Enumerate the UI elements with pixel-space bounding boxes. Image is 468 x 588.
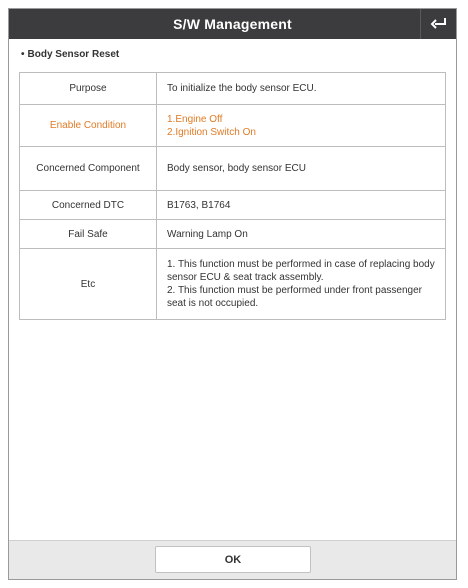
value-line: 1.Engine Off <box>167 113 223 125</box>
row-key: Concerned DTC <box>20 191 157 220</box>
table-row-enable-condition <box>20 105 446 147</box>
row-key: Etc <box>20 249 157 320</box>
title-bar <box>9 9 456 39</box>
row-value <box>157 191 446 220</box>
row-key: Fail Safe <box>20 220 157 249</box>
table-row-etc <box>20 249 446 320</box>
value-line: 2.Ignition Switch On <box>167 126 256 138</box>
row-value <box>157 105 446 147</box>
value-line: 2. This function must be performed under front passenger seat is not occupied. <box>167 285 422 309</box>
table-row-concerned-dtc <box>20 191 446 220</box>
row-key: Concerned Component <box>20 147 157 191</box>
section-title <box>21 49 119 60</box>
info-table <box>19 72 446 320</box>
row-value <box>157 220 446 249</box>
back-button[interactable] <box>420 9 456 39</box>
footer-bar <box>9 540 456 579</box>
row-value <box>157 249 446 320</box>
return-arrow-icon <box>430 17 448 31</box>
row-key: Enable Condition <box>20 105 157 147</box>
page-title: S/W Management <box>173 16 292 32</box>
value-line: Warning Lamp On <box>167 228 248 240</box>
section-title-text: Body Sensor Reset <box>27 49 120 60</box>
value-line: Body sensor, body sensor ECU <box>167 163 306 174</box>
value-line: To initialize the body sensor ECU. <box>167 83 317 94</box>
value-line: 1. This function must be performed in case of replacing body sensor ECU & seat track assembly. <box>167 259 435 283</box>
row-key: Purpose <box>20 73 157 105</box>
value-line: B1763, B1764 <box>167 199 231 211</box>
row-value <box>157 147 446 191</box>
table-row-fail-safe <box>20 220 446 249</box>
table-row-purpose <box>20 73 446 105</box>
dialog-window <box>8 8 457 580</box>
table-row-concerned-component <box>20 147 446 191</box>
row-value <box>157 73 446 105</box>
bullet: • <box>21 49 25 60</box>
ok-button[interactable]: OK <box>155 546 311 573</box>
